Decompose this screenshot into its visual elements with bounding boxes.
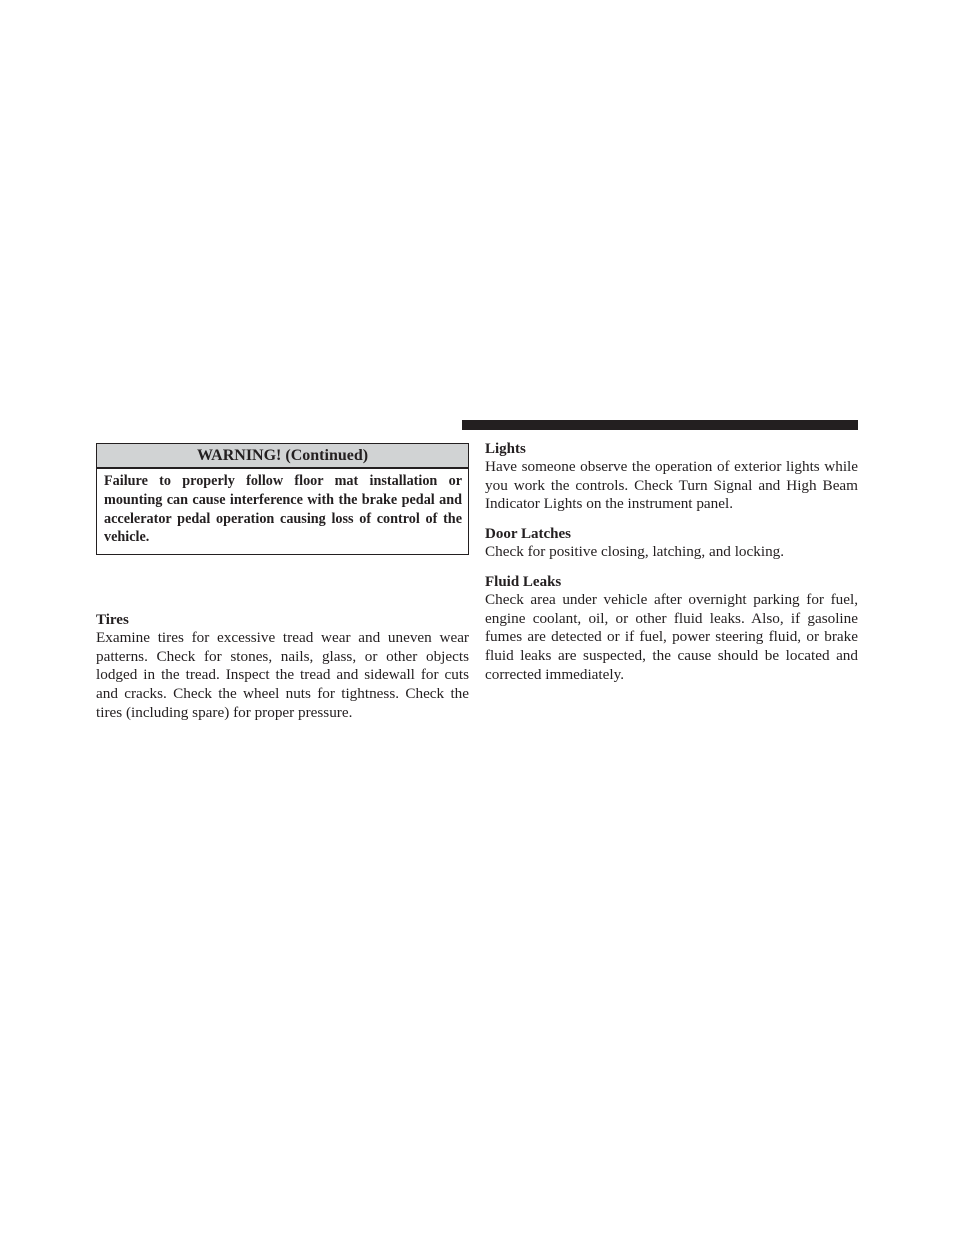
fluid-leaks-heading: Fluid Leaks — [485, 573, 562, 590]
fluid-leaks-section — [485, 573, 858, 685]
fluid-leaks-text: Check area under vehicle after overnight parking for fuel, engine coolant, oil, or other fluid leaks. Also, if gasoline fumes are detected or if fuel, power steering fluid, or brake fluid leaks are suspected, the cause should be located and corrected immediately. — [485, 590, 858, 683]
warning-body: Failure to properly follow floor mat installation or mounting can cause interference with the brake pedal and accelerator pedal operation causing loss of control of the vehicle. — [104, 473, 462, 546]
left-column — [96, 443, 469, 555]
right-column — [485, 420, 858, 684]
tires-text: Examine tires for excessive tread wear and uneven wear patterns. Check for stones, nails, glass, or other objects lodged in the tread. Inspect the tread and sidewall for cuts and cracks. Check the wheel nuts for tightness. Check the tires (including spare) for proper pressure. — [96, 629, 469, 721]
warning-header: WARNING! (Continued) — [97, 444, 468, 469]
lights-section — [485, 440, 858, 514]
door-latches-text: Check for positive closing, latching, and locking. — [485, 543, 785, 561]
section-divider-rule — [462, 420, 858, 430]
lights-text: Have someone observe the operation of exterior lights while you work the controls. Check Turn Signal and High Beam Indicator Lights on the instrument panel. — [485, 458, 858, 513]
tires-section — [96, 611, 469, 723]
door-latches-section — [485, 525, 858, 562]
door-latches-heading: Door Latches — [485, 526, 571, 543]
tires-heading: Tires — [96, 612, 129, 628]
lights-heading: Lights — [485, 441, 526, 457]
warning-box — [96, 443, 469, 555]
